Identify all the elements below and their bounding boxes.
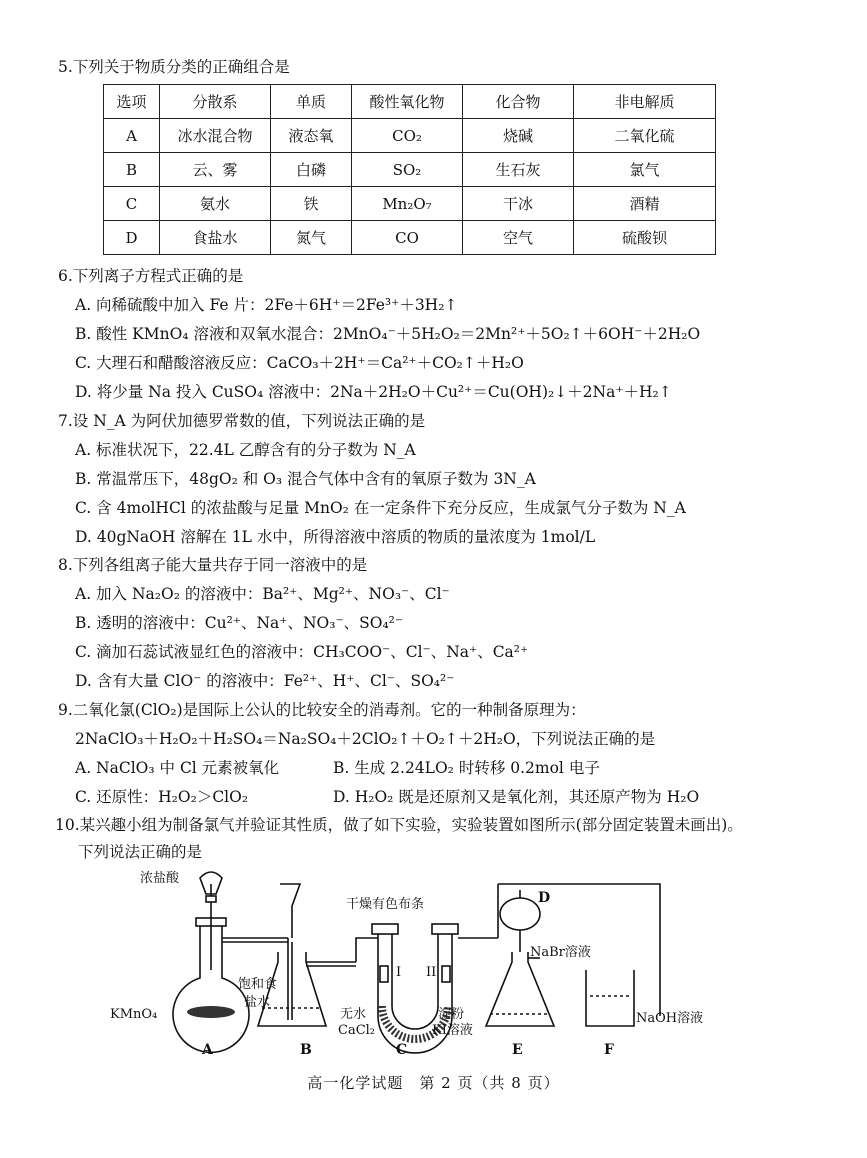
apparatus-letter-a: A <box>202 1042 213 1058</box>
table-cell: 烧碱 <box>463 119 574 153</box>
q9-option-b: B. 生成 2.24LO₂ 时转移 0.2mol 电子 <box>333 759 600 777</box>
label-conc-hcl: 浓盐酸 <box>140 871 180 886</box>
label-nabr: NaBr溶液 <box>530 945 591 960</box>
table-cell: CO₂ <box>352 119 463 153</box>
table-row <box>104 187 716 221</box>
table-cell: 生石灰 <box>463 153 574 187</box>
q9-equation: 2NaClO₃＋H₂O₂＋H₂SO₄＝Na₂SO₄＋2ClO₂↑＋O₂↑＋2H₂O，下列说法正确的是 <box>75 730 656 748</box>
table-row <box>104 221 716 255</box>
table-header: 酸性氧化物 <box>352 85 463 119</box>
table-cell: B <box>104 153 160 187</box>
q8-option-d: D. 含有大量 ClO⁻ 的溶液中：Fe²⁺、H⁺、Cl⁻、SO₄²⁻ <box>75 672 455 690</box>
table-cell: C <box>104 187 160 221</box>
apparatus-letter-e: E <box>512 1042 523 1058</box>
table-header: 化合物 <box>463 85 574 119</box>
label-dry-cloth: 干燥有色布条 <box>346 897 425 912</box>
q9-stem: 9.二氧化氯(ClO₂)是国际上公认的比较安全的消毒剂。它的一种制备原理为： <box>58 701 586 719</box>
table-row <box>104 119 716 153</box>
table-cell: 白磷 <box>271 153 352 187</box>
q9-option-c: C. 还原性：H₂O₂＞ClO₂ <box>75 788 249 806</box>
apparatus-letter-f: F <box>604 1042 614 1058</box>
table-header: 分散系 <box>160 85 271 119</box>
classification-table <box>103 84 716 255</box>
table-cell: 硫酸钡 <box>574 221 716 255</box>
table-cell: 冰水混合物 <box>160 119 271 153</box>
q7-option-d: D. 40gNaOH 溶解在 1L 水中，所得溶液中溶质的物质的量浓度为 1mol/L <box>75 528 596 546</box>
q9-option-a: A. NaClO₃ 中 Cl 元素被氧化 <box>75 759 280 777</box>
table-cell: 干冰 <box>463 187 574 221</box>
q8-option-b: B. 透明的溶液中：Cu²⁺、Na⁺、NO₃⁻、SO₄²⁻ <box>75 614 404 632</box>
table-cell: 铁 <box>271 187 352 221</box>
q10-stem: 10.某兴趣小组为制备氯气并验证其性质，做了如下实验，实验装置如图所示(部分固定装置未画出)。 <box>55 816 743 834</box>
q9-option-d: D. H₂O₂ 既是还原剂又是氧化剂，其还原产物为 H₂O <box>333 788 700 806</box>
label-letter-d: D <box>538 890 551 906</box>
table-cell: D <box>104 221 160 255</box>
table-cell: SO₂ <box>352 153 463 187</box>
label-roman-1: I <box>396 965 402 980</box>
q7-option-c: C. 含 4molHCl 的浓盐酸与足量 MnO₂ 在一定条件下充分反应，生成氯气分子数为 N_A <box>75 499 686 517</box>
label-roman-2: II <box>426 965 437 980</box>
label-anhydrous: 无水 <box>340 1007 367 1022</box>
q7-option-b: B. 常温常压下，48gO₂ 和 O₃ 混合气体中含有的氧原子数为 3N_A <box>75 470 536 488</box>
label-sat-salt-2: 盐水 <box>244 995 271 1010</box>
table-cell: 食盐水 <box>160 221 271 255</box>
table-cell: 云、雾 <box>160 153 271 187</box>
q10-stem-2: 下列说法正确的是 <box>78 843 203 861</box>
table-cell: Mn₂O₇ <box>352 187 463 221</box>
table-cell: 氨水 <box>160 187 271 221</box>
apparatus-letter-c: C <box>396 1042 408 1058</box>
table-header: 非电解质 <box>574 85 716 119</box>
table-header: 选项 <box>104 85 160 119</box>
q8-stem: 8.下列各组离子能大量共存于同一溶液中的是 <box>58 556 368 574</box>
page-footer: 高一化学试题 第 2 页（共 8 页） <box>307 1074 560 1092</box>
table-cell: CO <box>352 221 463 255</box>
table-cell: 氮气 <box>271 221 352 255</box>
q7-stem: 7.设 N_A 为阿伏加德罗常数的值，下列说法正确的是 <box>58 412 426 430</box>
q6-option-a: A. 向稀硫酸中加入 Fe 片：2Fe＋6H⁺＝2Fe³⁺＋3H₂↑ <box>75 296 458 314</box>
table-cell: A <box>104 119 160 153</box>
table-header: 单质 <box>271 85 352 119</box>
table-header-row <box>104 85 716 119</box>
label-kmno4: KMnO₄ <box>110 1007 158 1022</box>
label-ki: KI溶液 <box>432 1023 473 1038</box>
q7-option-a: A. 标准状况下，22.4L 乙醇含有的分子数为 N_A <box>75 441 416 459</box>
q5-stem: 5.下列关于物质分类的正确组合是 <box>58 58 290 76</box>
bottle-b <box>258 884 356 1026</box>
q8-option-c: C. 滴加石蕊试液显红色的溶液中：CH₃COO⁻、Cl⁻、Na⁺、Ca²⁺ <box>75 643 529 661</box>
table-cell: 二氧化硫 <box>574 119 716 153</box>
table-row <box>104 153 716 187</box>
apparatus-diagram <box>110 866 740 1066</box>
table-cell: 酒精 <box>574 187 716 221</box>
table-cell: 氯气 <box>574 153 716 187</box>
table-cell: 液态氧 <box>271 119 352 153</box>
label-starch: 淀粉 <box>438 1007 465 1022</box>
q6-option-b: B. 酸性 KMnO₄ 溶液和双氧水混合：2MnO₄⁻＋5H₂O₂＝2Mn²⁺＋5O₂↑＋6OH⁻＋2H₂O <box>75 325 701 343</box>
table-cell: 空气 <box>463 221 574 255</box>
q6-option-d: D. 将少量 Na 投入 CuSO₄ 溶液中：2Na＋2H₂O＋Cu²⁺＝Cu(OH)₂↓＋2Na⁺＋H₂↑ <box>75 383 672 401</box>
q8-option-a: A. 加入 Na₂O₂ 的溶液中：Ba²⁺、Mg²⁺、NO₃⁻、Cl⁻ <box>75 585 450 603</box>
q6-stem: 6.下列离子方程式正确的是 <box>58 267 244 285</box>
apparatus-letter-b: B <box>300 1042 312 1058</box>
q6-option-c: C. 大理石和醋酸溶液反应：CaCO₃＋2H⁺＝Ca²⁺＋CO₂↑＋H₂O <box>75 354 524 372</box>
label-sat-salt-1: 饱和食 <box>238 977 278 992</box>
label-cacl2: CaCl₂ <box>338 1023 376 1038</box>
label-naoh: NaOH溶液 <box>636 1011 704 1026</box>
